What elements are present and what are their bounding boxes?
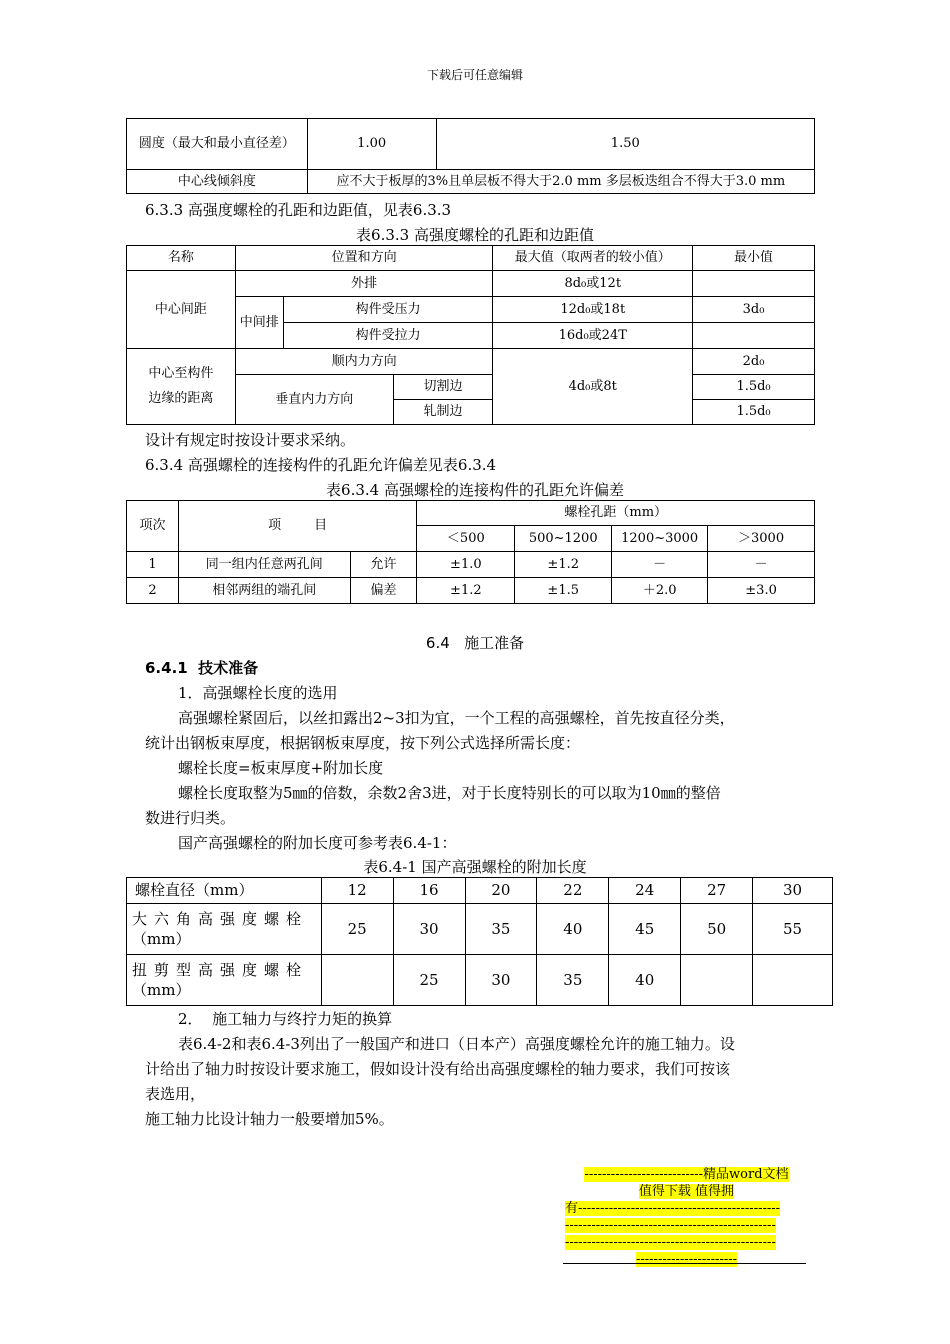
item-1-heading: 1．高强螺栓长度的选用 [178, 684, 338, 702]
table-6-3-4 [126, 500, 815, 604]
table-cell: 25 [393, 955, 465, 1006]
table-cell: 27 [681, 878, 753, 904]
table-cell: 圆度（最大和最小直径差） [127, 119, 308, 170]
table-cell: ±1.0 [417, 552, 515, 578]
table-cell [321, 955, 393, 1006]
item-2-heading: 2． 施工轴力与终拧力矩的换算 [178, 1010, 393, 1028]
table-cell: 2d₀ [693, 349, 815, 375]
table-cell: 轧制边 [393, 400, 493, 425]
table-row [127, 349, 815, 375]
footer-rule [563, 1263, 806, 1264]
table-cell: 16 [393, 878, 465, 904]
column-header: 位置和方向 [235, 246, 493, 271]
table-cell [681, 955, 753, 1006]
formula-line: 螺栓长度=板束厚度+附加长度 [178, 759, 384, 777]
row-header [127, 904, 322, 955]
table-cell: 同一组内任意两孔间 [178, 552, 350, 578]
footer-line: ------------------------------------------------ [565, 1235, 776, 1250]
table-cell: ±1.5 [515, 578, 612, 604]
table-cell: 构件受压力 [283, 297, 493, 323]
paragraph-line: 表选用， [145, 1085, 206, 1103]
column-header: 名称 [127, 246, 236, 271]
paragraph-line: 数进行归类。 [145, 809, 236, 827]
table-cell: ±3.0 [708, 578, 815, 604]
column-header: ＜500 [417, 526, 515, 552]
paragraph-line: 国产高强螺栓的附加长度可参考表6.4-1： [178, 834, 457, 852]
table-cell: 构件受拉力 [283, 323, 493, 349]
tolerance-table-continued [126, 118, 815, 194]
column-header: 项 目 [178, 501, 417, 552]
cell-line: 边缘的距离 [148, 390, 214, 406]
table-cell: 12 [321, 878, 393, 904]
table-row [127, 878, 833, 904]
table-cell: 12d₀或18t [493, 297, 693, 323]
table-cell: 顺内力方向 [235, 349, 493, 375]
table-row [127, 271, 815, 297]
cell-line: 扭剪型高强度螺栓 [132, 960, 309, 979]
column-header: 1200~3000 [612, 526, 708, 552]
cell-line: （mm） [132, 930, 191, 948]
column-header: 500~1200 [515, 526, 612, 552]
table-caption-6-4-1: 表6.4-1 国产高强螺栓的附加长度 [363, 858, 587, 876]
table-cell: 22 [537, 878, 609, 904]
table-cell: 30 [465, 955, 537, 1006]
table-cell: 45 [609, 904, 681, 955]
table-cell: ＋2.0 [612, 578, 708, 604]
table-cell: － [708, 552, 815, 578]
table-cell: 4d₀或8t [493, 349, 693, 425]
table-cell: 中心线倾斜度 [127, 170, 308, 194]
section-title-6-4: 6.4 施工准备 [425, 634, 525, 652]
table-cell: 8d₀或12t [493, 271, 693, 297]
table-cell: 中间排 [235, 297, 283, 349]
table-cell: 3d₀ [693, 297, 815, 323]
column-header: 最大值（取两者的较小值） [493, 246, 693, 271]
paragraph-line: 高强螺栓紧固后，以丝扣露出2~3扣为宜，一个工程的高强螺栓，首先按直径分类， [178, 709, 735, 727]
table-cell: 外排 [235, 271, 493, 297]
table-header-row [127, 501, 815, 526]
row-header [127, 955, 322, 1006]
table-cell: 40 [537, 904, 609, 955]
page-header: 下载后可任意编辑 [426, 68, 523, 82]
table-cell: 35 [465, 904, 537, 955]
table-cell: 中心间距 [127, 271, 236, 349]
paragraph-line: 统计出钢板束厚度，根据钢板束厚度，按下列公式选择所需长度： [145, 734, 581, 752]
table-cell: 相邻两组的端孔间 [178, 578, 350, 604]
paragraph-line: 计给出了轴力时按设计要求施工，假如设计没有给出高强度螺栓的轴力要求，我们可按该 [145, 1060, 731, 1078]
table-cell: ±1.2 [515, 552, 612, 578]
table-cell: 35 [537, 955, 609, 1006]
footer-line: 值得下载 值得拥 [638, 1184, 735, 1199]
table-cell: 16d₀或24T [493, 323, 693, 349]
paragraph-line: 螺栓长度取整为5㎜的倍数，余数2舍3进，对于长度特别长的可以取为10㎜的整倍 [178, 784, 721, 802]
table-header-row [127, 246, 815, 271]
row-header: 螺栓直径（mm） [127, 878, 322, 904]
table-cell: 偏差 [350, 578, 417, 604]
table-cell: 切割边 [393, 375, 493, 400]
table-cell: 40 [609, 955, 681, 1006]
table-row [127, 119, 815, 170]
table-cell [693, 271, 815, 297]
table-cell: － [612, 552, 708, 578]
footer-line: ---------------------------精品word文档 [584, 1167, 789, 1182]
table-cell: ±1.2 [417, 578, 515, 604]
table-caption-6-3-4: 表6.3.4 高强螺栓的连接构件的孔距允许偏差 [326, 481, 624, 499]
table-cell [753, 955, 833, 1006]
table-row [127, 578, 815, 604]
table-cell [693, 323, 815, 349]
column-header: 项次 [127, 501, 179, 552]
table-6-4-1 [126, 877, 833, 1006]
table-cell: 1 [127, 552, 179, 578]
footer-line: 有---------------------------------------------- [565, 1201, 781, 1216]
section-heading-6-3-3: 6.3.3 高强度螺栓的孔距和边距值，见表6.3.3 [145, 201, 452, 219]
table-cell: 2 [127, 578, 179, 604]
table-cell: 50 [681, 904, 753, 955]
table-cell [127, 349, 236, 425]
table-cell: 允许 [350, 552, 417, 578]
subsection-6-4-1: 6.4.1 技术准备 [145, 659, 259, 677]
table-cell: 1.50 [436, 119, 814, 170]
table-row [127, 904, 833, 955]
paragraph-line: 施工轴力比设计轴力一般要增加5%。 [145, 1110, 394, 1128]
table-cell: 垂直内力方向 [235, 375, 393, 425]
table-caption-6-3-3: 表6.3.3 高强度螺栓的孔距和边距值 [356, 226, 594, 244]
paragraph-line: 表6.4-2和表6.4-3列出了一般国产和进口（日本产）高强度螺栓允许的施工轴力。设 [178, 1035, 735, 1053]
table-row [127, 955, 833, 1006]
column-header: 最小值 [693, 246, 815, 271]
table-cell: 25 [321, 904, 393, 955]
footer-line: ----------------------- [635, 1252, 738, 1267]
footer-watermark [565, 1166, 808, 1268]
table-cell: 1.5d₀ [693, 375, 815, 400]
cell-line: 中心至构件 [148, 365, 214, 381]
table-note: 设计有规定时按设计要求采纳。 [145, 431, 356, 449]
table-row [127, 170, 815, 194]
table-cell: 24 [609, 878, 681, 904]
table-cell: 1.00 [307, 119, 436, 170]
table-cell: 30 [393, 904, 465, 955]
table-cell: 55 [753, 904, 833, 955]
column-header: 螺栓孔距（mm） [417, 501, 815, 526]
table-cell: 30 [753, 878, 833, 904]
cell-line: 大六角高强度螺栓 [132, 909, 309, 928]
footer-line: ------------------------------------------------ [565, 1218, 776, 1233]
column-header: ＞3000 [708, 526, 815, 552]
table-row [127, 552, 815, 578]
section-heading-6-3-4: 6.3.4 高强螺栓的连接构件的孔距允许偏差见表6.3.4 [145, 456, 497, 474]
cell-line: （mm） [132, 981, 191, 999]
table-cell: 1.5d₀ [693, 400, 815, 425]
table-6-3-3 [126, 245, 815, 425]
table-cell: 20 [465, 878, 537, 904]
table-cell: 应不大于板厚的3%且单层板不得大于2.0 mm 多层板迭组合不得大于3.0 mm [307, 170, 814, 194]
